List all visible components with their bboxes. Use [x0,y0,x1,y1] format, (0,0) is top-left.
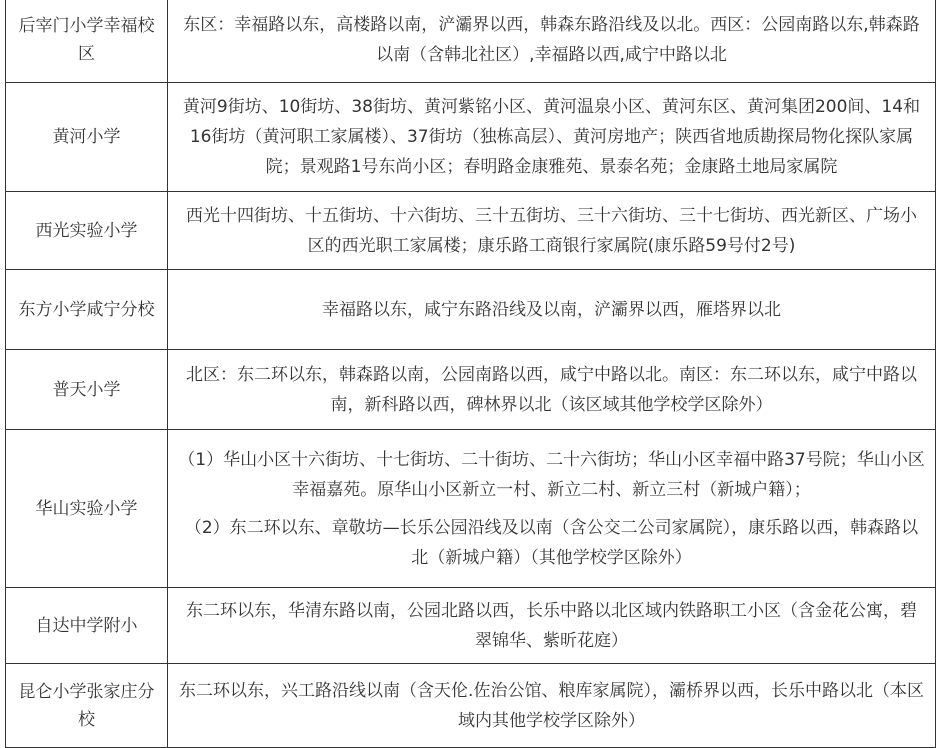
school-name: 昆仑小学张家庄分校 [18,681,155,730]
school-name: 东方小学咸宁分校 [18,299,155,320]
district-text: 北区：东二环以东，韩森路以南，公园南路以西，咸宁中路以北。南区：东二环以东，咸宁中路以南，新科路以西，碑林界以北（该区域其他学校学区除外） [186,364,917,415]
district-text: 东区：幸福路以东，高楼路以南，浐灞界以西，韩森东路沿线及以北。西区：公园南路以东,韩森路以南（含韩北社区）,幸福路以西,咸宁中路以北 [183,15,920,65]
district-cell [168,664,936,748]
table-row [6,350,936,430]
school-name-cell [6,270,168,350]
table-row [6,83,936,192]
table-row [6,588,936,664]
school-name: 黄河小学 [52,127,121,147]
school-name: 后宰门小学幸福校区 [18,16,155,64]
district-text: 西光十四街坊、十五街坊、十六街坊、三十五街坊、三十六街坊、三十七街坊、西光新区、广场小区的西光职工家属楼；康乐路工商银行家属院(康乐路59号付2号) [186,205,917,256]
district-cell [168,0,936,83]
school-name-cell [6,588,168,664]
district-cell [168,192,936,270]
table-row [6,664,936,748]
school-name: 华山实验小学 [35,498,138,519]
district-text: （1）华山小区十六街坊、十七街坊、二十街坊、二十六街坊；华山小区幸福中路37号院；华山小区幸福嘉苑。原华山小区新立一村、新立二村、新立三村（新城户籍）； [178,449,925,500]
school-name-cell [6,664,168,748]
district-cell [168,270,936,350]
table-row [6,430,936,588]
district-text: 幸福路以东，咸宁东路沿线及以南，浐灞界以西，雁塔界以北 [322,299,781,320]
district-cell [168,83,936,192]
district-text: 东二环以东，华清东路以南，公园北路以西，长乐中路以北区域内铁路职工小区（含金花公寓，碧翠锦华、紫昕花庭） [186,600,917,651]
district-text: （2）东二环以东、章敬坊—长乐公园沿线及以南（含公交二公司家属院），康乐路以西，韩森路以北（新城户籍）（其他学校学区除外） [184,517,919,568]
school-name: 普天小学 [52,379,121,400]
district-cell [168,588,936,664]
district-cell [168,350,936,430]
district-text: 东二环以东，兴工路沿线以南（含天伦.佐治公馆、粮库家属院），灞桥界以西，长乐中路以北（本区域内其他学校学区除外） [179,680,924,731]
table-row [6,270,936,350]
school-name: 自达中学附小 [35,615,138,636]
table-row [6,0,936,83]
school-name-cell [6,0,168,83]
school-name-cell [6,350,168,430]
school-name: 西光实验小学 [35,220,138,241]
school-name-cell [6,83,168,192]
school-name-cell [6,192,168,270]
district-cell [168,430,936,588]
table-row [6,192,936,270]
school-district-table [5,0,936,748]
district-text: 黄河9街坊、10街坊、38街坊、黄河紫铭小区、黄河温泉小区、黄河东区、黄河集团200间、14和16街坊（黄河职工家属楼）、37街坊（独栋高层）、黄河房地产；陕西省地质勘探局物化探队家属院；景观路1号东尚小区；春明路金康雅苑、景泰名苑；金康路土地局家属院 [182,97,921,177]
school-name-cell [6,430,168,588]
